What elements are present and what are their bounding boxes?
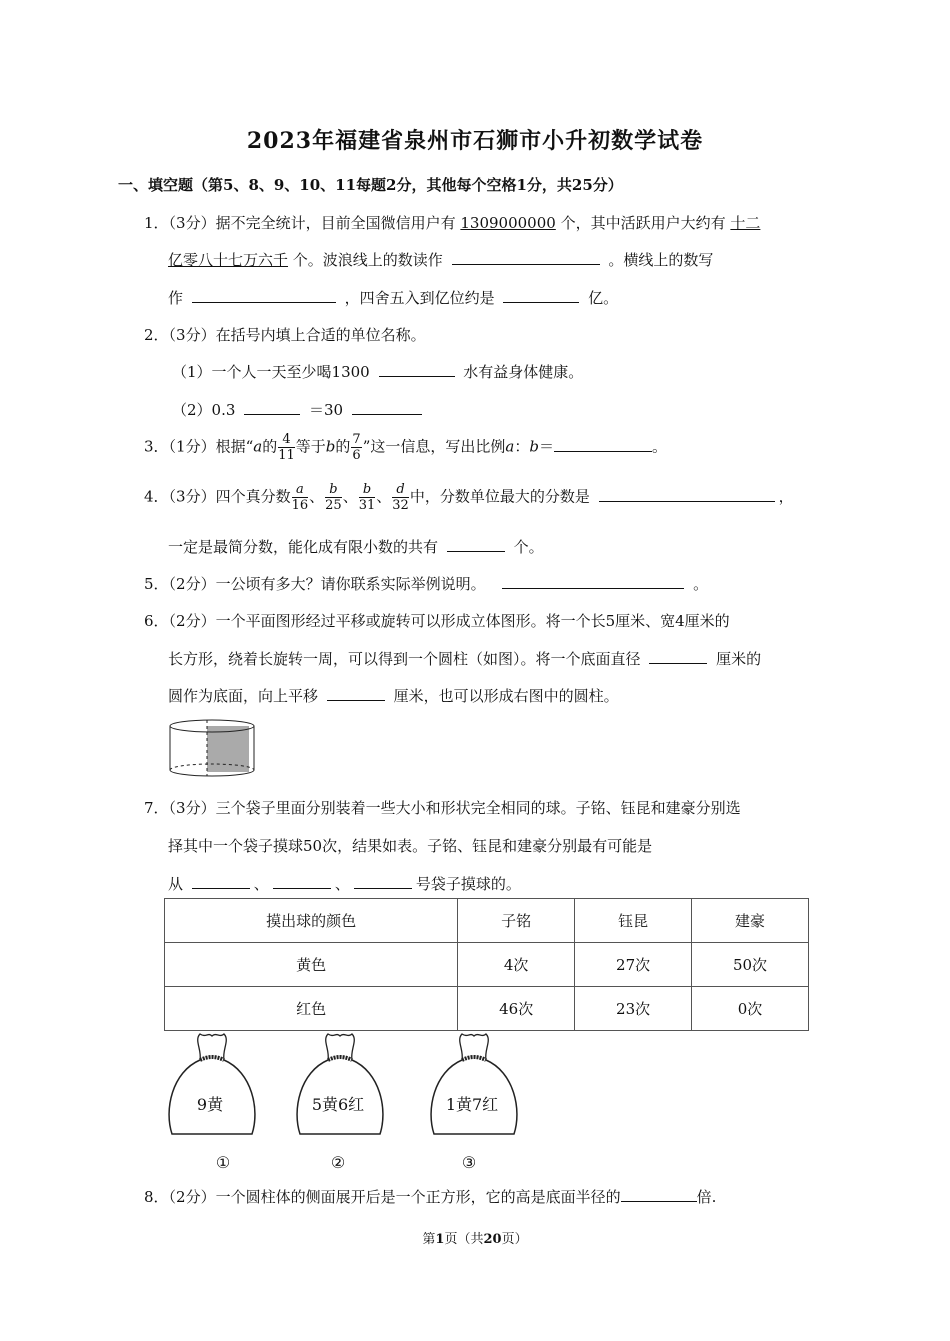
fraction: $\frac{d}{32}$ (392, 482, 409, 513)
table-cell: 27次 (575, 943, 692, 987)
table-cell: 0次 (692, 987, 809, 1031)
table-header-cell: 钰昆 (575, 899, 692, 943)
question-1-line-3: 作 ，四舍五入到亿位约是 亿。 (168, 289, 619, 307)
answer-blank[interactable] (649, 649, 707, 664)
question-6-line-3: 圆作为底面，向上平移 厘米，也可以形成右图中的圆柱。 (168, 687, 619, 705)
bag-2-number: ② (330, 1153, 346, 1172)
answer-blank[interactable] (273, 874, 331, 889)
answer-blank[interactable] (379, 362, 455, 377)
question-1-line-2: 亿零八十七万六千 个。波浪线上的数读作 。横线上的数写 (168, 251, 714, 269)
fraction: $\frac{b}{25}$ (325, 482, 342, 513)
page-number: 1 (435, 1232, 445, 1247)
question-1-line-1: 1．（3分）据不完全统计，目前全国微信用户有 1309000000 个，其中活跃用户大约有 十二 (144, 214, 761, 232)
answer-blank[interactable] (452, 250, 600, 265)
bag-1-number: ① (215, 1153, 231, 1172)
wavy-number: 1309000000 (460, 214, 556, 232)
bag-3-icon (424, 1030, 524, 1145)
table-row (165, 987, 809, 1031)
question-5: 5．（2分）一公顷有多大？请你联系实际举例说明。 。 (144, 575, 709, 593)
bag-3-label: 1黄7红 (445, 1095, 499, 1114)
answer-blank[interactable] (192, 288, 336, 303)
answer-blank[interactable] (554, 437, 652, 452)
cylinder-figure (162, 718, 286, 780)
page-title: 2023年福建省泉州市石狮市小升初数学试卷 (246, 128, 704, 154)
results-table (164, 898, 809, 1031)
answer-blank[interactable] (327, 686, 385, 701)
answer-blank[interactable] (503, 288, 579, 303)
bag-2-label: 5黄6红 (311, 1095, 365, 1114)
question-8: 8．（2分）一个圆柱体的侧面展开后是一个正方形，它的高是底面半径的 倍. (144, 1188, 717, 1206)
question-7-line-2: 择其中一个袋子摸球50次，结果如表。子铭、钰昆和建豪分别最有可能是 (168, 837, 653, 855)
table-header-row (165, 899, 809, 943)
table-header-cell: 子铭 (458, 899, 575, 943)
table-cell: 红色 (165, 987, 458, 1031)
question-6-line-2: 长方形，绕着长旋转一周，可以得到一个圆柱（如图）。将一个底面直径 厘米的 (168, 650, 762, 668)
section-heading: 一、填空题（第5、8、9、10、11每题2分，其他每个空格1分，共25分） (118, 176, 623, 194)
bag-3-number: ③ (461, 1153, 477, 1172)
fraction: $\frac{4}{11}$ (278, 432, 295, 463)
table-row (165, 943, 809, 987)
answer-blank[interactable] (244, 400, 300, 415)
table-cell: 4次 (458, 943, 575, 987)
table-cell: 23次 (575, 987, 692, 1031)
question-2-stem: 2．（3分）在括号内填上合适的单位名称。 (144, 326, 426, 344)
question-6-line-1: 6．（2分）一个平面图形经过平移或旋转可以形成立体图形。将一个长5厘米、宽4厘米的 (144, 612, 730, 630)
question-7-line-1: 7．（3分）三个袋子里面分别装着一些大小和形状完全相同的球。子铭、钰昆和建豪分别选 (144, 799, 741, 817)
question-4-line-1: 4．（3分）四个真分数 $\frac{a}{16}$ 、 $\frac{b}{25}$ 、 $\frac{b}{31}$ 、 $\frac{d}{32}$ 中，分数单位最大的分数是 ， (144, 482, 794, 513)
answer-blank[interactable] (354, 874, 412, 889)
answer-blank[interactable] (192, 874, 250, 889)
fraction: $\frac{a}{16}$ (291, 482, 309, 513)
underlined-number: 亿零八十七万六千 (168, 251, 289, 269)
fraction: $\frac{7}{6}$ (352, 432, 361, 463)
table-cell: 黄色 (165, 943, 458, 987)
question-2-part-1: （1）一个人一天至少喝1300 水有益身体健康。 (172, 363, 584, 381)
bag-1-icon (162, 1030, 262, 1145)
page-footer: 第1页（共20页） (422, 1232, 528, 1247)
answer-blank[interactable] (621, 1187, 697, 1202)
answer-blank[interactable] (599, 487, 775, 502)
question-3: 3．（1分）根据“a的 $\frac{4}{11}$ 等于b的 $\frac{7}{6}$ ”这一信息，写出比例a：b＝ 。 (144, 432, 667, 463)
answer-blank[interactable] (447, 537, 505, 552)
fraction: $\frac{b}{31}$ (358, 482, 376, 513)
question-4-line-2: 一定是最简分数，能化成有限小数的共有 个。 (168, 538, 544, 556)
answer-blank[interactable] (502, 574, 684, 589)
question-7-line-3: 从 、 、 号袋子摸球的。 (168, 875, 521, 893)
answer-blank[interactable] (352, 400, 422, 415)
bag-1-label: 9黄 (196, 1095, 224, 1114)
rotated-rectangle (207, 726, 249, 772)
table-header-cell: 摸出球的颜色 (165, 899, 458, 943)
bag-2-icon (290, 1030, 390, 1145)
table-header-cell: 建豪 (692, 899, 809, 943)
question-2-part-2: （2）0.3 ＝30 (172, 399, 426, 420)
table-cell: 46次 (458, 987, 575, 1031)
table-cell: 50次 (692, 943, 809, 987)
page-total: 20 (483, 1232, 502, 1247)
